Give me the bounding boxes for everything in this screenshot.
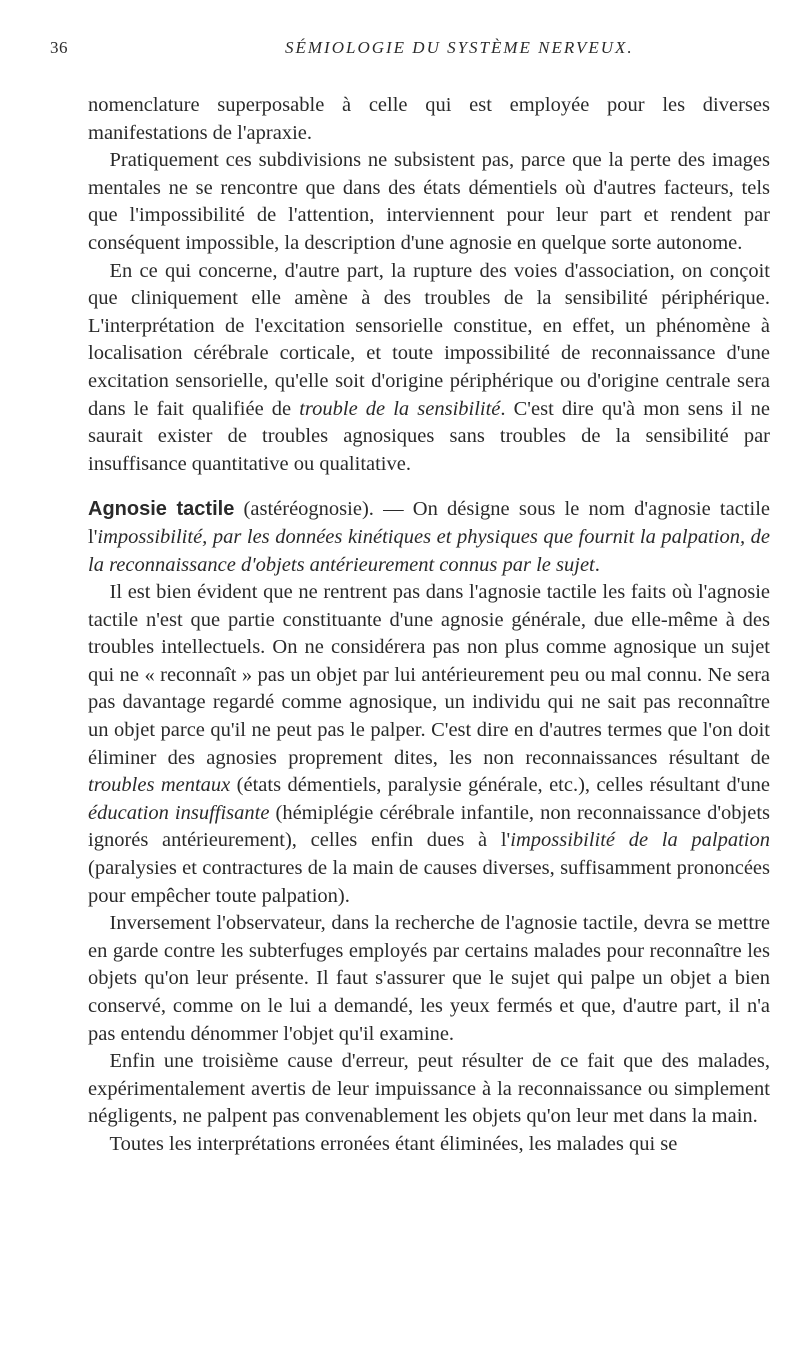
emphasis-impossibilite-palpation: impossibilité de la palpation bbox=[510, 829, 770, 852]
paragraph-3 bbox=[88, 258, 770, 479]
definition-emphasis: impossibilité, par les données kinétiques et physiques que fournit la palpation, de la reconnaissance d'objets antérieurement connus par le sujet bbox=[88, 525, 770, 576]
page-header bbox=[0, 24, 800, 57]
paragraph-agnosie-tactile bbox=[88, 496, 770, 579]
page-number: 36 bbox=[50, 38, 68, 57]
paragraph-3-text-end: . C'est dire qu'à mon sens il ne saurait exister de troubles agnosiques sans troubles de la sensibilité par insuffisance quantitative ou qualitative. bbox=[88, 397, 770, 475]
section-heading: Agnosie tactile bbox=[88, 498, 235, 521]
paragraph-5-text: Il est bien évident que ne rentrent pas dans l'agnosie tactile les faits où l'agnosie tactile n'est que partie constituante d'une agnosie générale, due elle-même à des troubles intellectuels. On ne considérera pas non plus comme agnosique un sujet qui ne « reconnaît » pas un objet par lui antérieurement peu ou mal connu. Ne sera pas davantage regardé comme agnosique, un individu qui ne sait pas reconnaître un objet parce qu'il ne peut pas le palper. C'est dire en d'autres termes que l'on doit éliminer des agnosies proprement dites, les non reconnaissances résultant de bbox=[88, 581, 770, 769]
page-body bbox=[88, 92, 770, 1159]
running-title: SÉMIOLOGIE DU SYSTÈME NERVEUX. bbox=[285, 38, 634, 57]
paragraph-3-text: En ce qui concerne, d'autre part, la rupture des voies d'association, on conçoit que cliniquement elle amène à des troubles de la sensibilité périphérique. L'interprétation de l'excitation sensorielle constitue, en effet, un phénomène à localisation cérébrale corticale, et toute impossibilité de reconnaissance d'une excitation sensorielle, qu'elle soit d'origine périphérique ou d'origine centrale sera dans le fait qualifiée de bbox=[88, 259, 770, 420]
paragraph-1: nomenclature superposable à celle qui est employée pour les diverses manifestations de l'apraxie. bbox=[88, 94, 770, 144]
paragraph-5-mid2: (hémiplégie cérébrale infantile, non reconnaissance d'objets ignorés antérieurement), celles enfin dues à l' bbox=[88, 801, 770, 852]
emphasis-troubles-mentaux: troubles mentaux bbox=[88, 774, 231, 797]
definition-text: (astéréognosie). — On désigne sous le nom d'agnosie tactile l' bbox=[88, 498, 770, 548]
paragraph-2: Pratiquement ces subdivisions ne subsistent pas, parce que la perte des images mentales ne se rencontre que dans des états démentiels où d'autres facteurs, tels que l'impossibilité de l'attention, interviennent pour leur part et rendent par conséquent impossible, la description d'une agnosie en quelque sorte autonome. bbox=[88, 149, 770, 254]
paragraph-5-mid1: (états démentiels, paralysie générale, etc.), celles résultant d'une bbox=[230, 774, 770, 797]
paragraph-5-end: (paralysies et contractures de la main de causes diverses, suffisamment prononcées pour empêcher toute palpation). bbox=[88, 857, 770, 907]
definition-end: . bbox=[594, 553, 600, 576]
paragraph-7: Enfin une troisième cause d'erreur, peut résulter de ce fait que des malades, expérimentalement avertis de leur impuissance à la reconnaissance ou simplement négligents, ne palpent pas convenablement les objets qu'on leur met dans la main. bbox=[88, 1050, 770, 1128]
paragraph-6: Inversement l'observateur, dans la recherche de l'agnosie tactile, devra se mettre en garde contre les subterfuges employés par certains malades pour reconnaître les objets qu'on leur présente. Il faut s'assurer que le sujet qui palpe un objet a bien conservé, comme on le lui a demandé, les yeux fermés et que, d'autre part, il n'a pas entendu dénommer l'objet qu'il examine. bbox=[88, 912, 770, 1045]
emphasis-education-insuffisante: éducation insuffisante bbox=[88, 801, 270, 824]
emphasis-trouble-sensibilite: trouble de la sensibilité bbox=[299, 397, 501, 420]
paragraph-8: Toutes les interprétations erronées étant éliminées, les malades qui se bbox=[109, 1132, 678, 1155]
paragraph-5 bbox=[88, 579, 770, 910]
